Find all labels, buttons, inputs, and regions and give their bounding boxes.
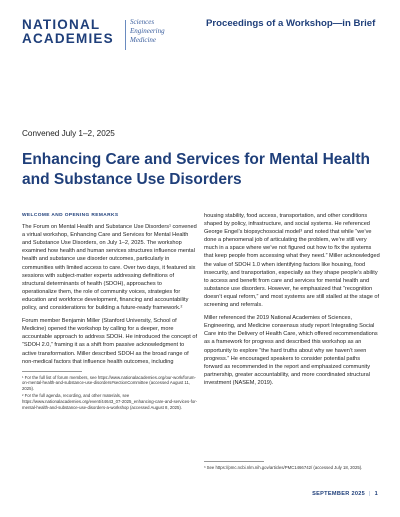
left-paragraph-1: The Forum on Mental Health and Substance Use Disorders¹ convened a virtual workshop, Enhancing Care and Services for Mental Health and Substance Use Disorders, on July 1–2, 2025. The workshop examined how health and human services structures influence mental health and substance use disorder outcomes, particularly in communities with limited access to care. Over two days, it featured six sessions with subject-matter experts addressing definitions of structural determinants of health (SDOH), approaches to operationalize them, the role of community voices, strategies for education and workforce development, financing and accountability policy, and considerations for building a future-ready framework.² xyxy=(22,224,197,312)
page-number: 1 xyxy=(374,491,378,497)
right-column xyxy=(204,212,380,392)
convened-date: Convened July 1–2, 2025 xyxy=(22,129,115,138)
right-footnotes xyxy=(204,458,380,473)
logo-wordmark xyxy=(22,18,114,46)
page-footer xyxy=(312,491,378,497)
footnote-divider xyxy=(22,371,82,372)
page-title: Enhancing Care and Services for Mental Health and Substance Use Disorders xyxy=(22,151,370,188)
footer-date: SEPTEMBER 2025 xyxy=(312,491,366,497)
footnote-1: ¹ For the full list of forum members, see https://www.nationalacademies.org/our-work/forum-on-mental-health-and-substance-use-disorders#sectionCommittee (accessed August 11, 2025). xyxy=(22,374,196,391)
nasem-logo xyxy=(22,16,200,66)
logo-sub-medicine: Medicine xyxy=(130,36,157,44)
left-paragraph-2: Forum member Benjamin Miller (Stanford University, School of Medicine) opened the workshop by calling for a deeper, more accountable approach to address SDOH. He introduced the concept of “SDOH 2.0,” framing it as a shift from passive acknowledgment to active transformation. Miller described SDOH as the broad range of non-medical factors that influence health outcomes, including xyxy=(22,318,198,365)
footnote-2: ² For the full agenda, recording, and other materials, see https://www.nationalacademies.org/event/44643_07-2025_enhancing-care-and-services-for-mental-health-and-substance-use-disorders-a-workshop (accessed August 8, 2025). xyxy=(22,393,198,410)
logo-divider xyxy=(125,20,126,50)
left-column xyxy=(22,212,198,412)
logo-line-academies: ACADEMIES xyxy=(22,31,114,46)
logo-sub-engineering: Engineering xyxy=(130,27,165,35)
footnote-divider xyxy=(204,461,264,462)
publication-series-title: Proceedings of a Workshop—in Brief xyxy=(206,18,376,29)
section-heading: WELCOME AND OPENING REMARKS xyxy=(22,213,119,218)
logo-sub-sciences: Sciences xyxy=(130,18,155,26)
logo-subtitle xyxy=(130,18,165,45)
footnote-3: ³ See https://pmc.ncbi.nlm.nih.gov/articles/PMC1466742/ (accessed July 18, 2025). xyxy=(204,465,363,470)
right-paragraph-1: housing stability, food access, transportation, and other conditions shaped by policy, infrastructure, and social systems. He referenced George Engel’s biopsychosocial model³ and noted that while “we’ve done a phenomenal job of articulating the problem, we’re still very much in a space where we’ve not figured out how to fix the systems that keep people from accessing what they need.” Miller acknowledged the value of SDOH 1.0 when identifying factors like housing, food insecurity, and transportation, especially as they shape people’s ability to access and benefit from care and services for mental health and substance use disorders. However, he emphasized that “recognition doesn’t equal reform,” and most systems are still stalled at the stage of screening and referrals. xyxy=(204,213,380,309)
logo-line-national: NATIONAL xyxy=(22,17,101,32)
footer-separator: | xyxy=(368,491,371,497)
right-paragraph-2: Miller referenced the 2019 National Academies of Sciences, Engineering, and Medicine consensus study report Integrating Social Care into the Delivery of Health Care, which offered recommendations as a framework for progress and described this workshop as an opportunity to explore “the hard truths about why we haven’t seen progress.” He encouraged speakers to consider potential paths forward as recommended in the report and emphasized community partnership, greater accountability, and more coordinated structural investment (NASEM, 2019). xyxy=(204,315,378,386)
